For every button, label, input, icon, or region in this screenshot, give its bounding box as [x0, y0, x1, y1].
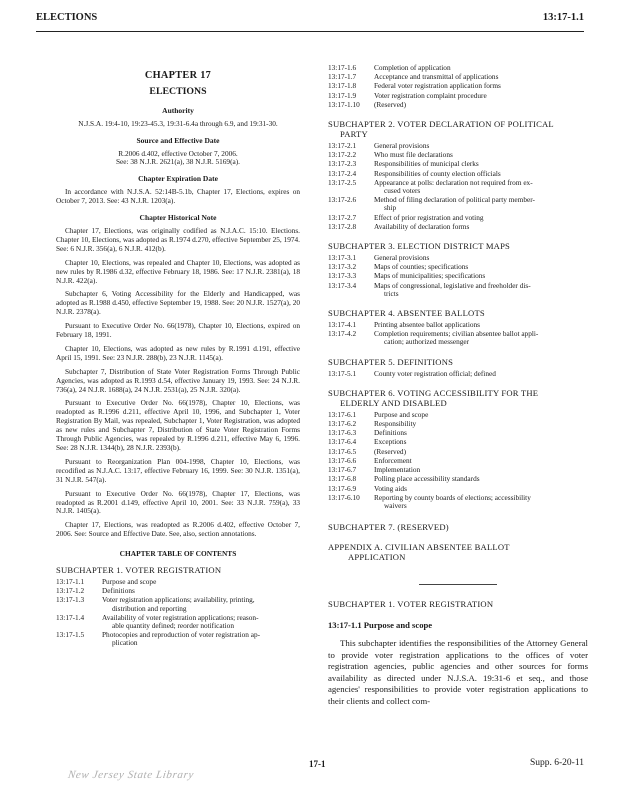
toc-subchapter-1-continued: [328, 64, 588, 110]
section-divider: [419, 584, 497, 585]
authority-text: N.J.S.A. 19:4-10, 19:23-45.3, 19:31-6.4a through 6.9, and 19:31-30.: [78, 118, 278, 128]
history-heading: Chapter Historical Note: [139, 213, 217, 223]
toc-entry[interactable]: 13:17-2.1 General provisions: [328, 141, 430, 151]
section-subchapter-heading: SUBCHAPTER 1. VOTER REGISTRATION: [328, 599, 494, 610]
section-heading: 13:17-1.1 Purpose and scope: [328, 620, 433, 631]
toc-subchapter-2: [328, 142, 588, 232]
toc-entry[interactable]: 13:17-2.8 Availability of declaration forms: [328, 221, 470, 231]
toc-entry[interactable]: 13:17-1.7 Acceptance and transmittal of applications: [328, 72, 499, 82]
expiration-heading: Chapter Expiration Date: [138, 174, 218, 184]
toc-entry[interactable]: 13:17-2.5 Appearance at polls: declaration not required from ex- cused voters: [328, 177, 533, 196]
chapter-title: ELECTIONS: [149, 85, 207, 97]
toc-subchapter-5: [328, 370, 588, 379]
header-rule: [36, 31, 584, 32]
toc-entry[interactable]: 13:17-2.7 Effect of prior registration and voting: [328, 212, 484, 222]
right-column: [328, 64, 588, 707]
history-paragraph: Subchapter 7, Distribution of State Voter Registration Forms Through Public Agencies, was adopted as R.1993 d.54, effective January 19, 1993. See: 24 N.J.R. 736(a), 24 N.J.R. 1688(a), 24 N.J.R. 2531(a), 25 N.J.R. 320(a).: [56, 366, 300, 394]
toc-entry[interactable]: 13:17-6.6 Enforcement: [328, 455, 412, 465]
subchapter-4-heading: SUBCHAPTER 4. ABSENTEE BALLOTS: [328, 308, 485, 319]
history-paragraph: Chapter 17, Elections, was originally codified as N.J.A.C. 15:10. Elections. Chapter 10, Elections, was adopted as R.1974 d.270, effective September 25, 1974. See: 6 N.J.R. 356(a), 6 N.J.R. 412(b).: [56, 225, 300, 253]
toc-entry[interactable]: 13:17-1.8 Federal voter registration application forms: [328, 81, 501, 91]
toc-entry[interactable]: 13:17-2.6 Method of filing declaration of political party member- ship: [328, 195, 535, 213]
subchapter-6-heading: SUBCHAPTER 6. VOTING ACCESSIBILITY FOR THE ELDERLY AND DISABLED: [328, 387, 539, 408]
toc-entry[interactable]: 13:17-5.1 County voter registration official; defined: [328, 368, 496, 378]
toc-entry[interactable]: 13:17-6.3 Definitions: [328, 428, 407, 438]
toc-subchapter-4: [328, 321, 588, 348]
history-paragraph: Pursuant to Reorganization Plan 004-1998, Chapter 10, Elections, was recodified as N.J.A.C. 13:17, effective February 16, 1999. See: 30 N.J.R. 1351(a), 31 N.J.R. 547(a).: [56, 456, 300, 484]
library-watermark: New Jersey State Library: [67, 769, 195, 781]
history-paragraph: Pursuant to Executive Order No. 66(1978), Chapter 10, Elections, expired on February 18, 1991.: [56, 321, 300, 340]
subchapter-1-heading: SUBCHAPTER 1. VOTER REGISTRATION: [56, 565, 222, 576]
toc-entry[interactable]: 13:17-6.4 Exceptions: [328, 437, 407, 447]
subchapter-7-heading: SUBCHAPTER 7. (RESERVED): [328, 522, 449, 533]
source-heading: Source and Effective Date: [136, 135, 220, 145]
toc-subchapter-6: [328, 411, 588, 511]
toc-entry[interactable]: 13:17-6.1 Purpose and scope: [328, 409, 429, 419]
toc-entry[interactable]: 13:17-6.5 (Reserved): [328, 446, 407, 456]
source-line-2: See: 38 N.J.R. 2621(a), 38 N.J.R. 5169(a).: [115, 157, 241, 167]
toc-heading: CHAPTER TABLE OF CONTENTS: [119, 549, 237, 559]
toc-entry[interactable]: 13:17-1.6 Completion of application: [328, 63, 451, 72]
history-paragraph: Pursuant to Executive Order No. 66(1978), Chapter 10, Elections, was readopted as R.1996 d.211, effective April 10, 1996, and Subchapter 1, Voter Registration By Mail, was repealed, Subchapter 1, Voter Registration, was adopted as new rules and Subchapter 7, Distribution of State Voter Registration Forms Through Public Agencies, was repealed by R.1996 d.211, effective May 6, 1996. See: 28 N.J.R. 1344(b), 28 N.J.R. 2393(b).: [56, 398, 300, 452]
history-paragraph: Pursuant to Executive Order No. 66(1978), Chapter 17, Elections, was readopted as R.2001 d.149, effective April 10, 2001. See: 33 N.J.R. 759(a), 33 N.J.R. 1405(a).: [56, 488, 300, 516]
header-section: 13:17-1.1: [542, 12, 584, 23]
toc-entry[interactable]: 13:17-3.2 Maps of counties; specifications: [328, 262, 469, 272]
toc-entry[interactable]: 13:17-2.2 Who must file declarations: [328, 150, 453, 160]
toc-entry[interactable]: 13:17-3.3 Maps of municipalities; specifications: [328, 271, 486, 281]
chapter-number: CHAPTER 17: [144, 70, 212, 81]
expiration-text: In accordance with N.J.S.A. 52:14B-5.1b, Chapter 17, Elections, expires on October 7, 2013. See: 43 N.J.R. 1203(a).: [56, 187, 300, 206]
history-paragraph: Subchapter 6, Voting Accessibility for the Elderly and Handicapped, was adopted as R.1988 d.450, effective September 19, 1988. See: 20 N.J.R. 1527(a), 20 N.J.R. 2378(a).: [56, 289, 300, 317]
toc-entry[interactable]: 13:17-6.10 Reporting by county boards of elections; accessibility waivers: [328, 492, 531, 510]
appendix-heading: APPENDIX A. CIVILIAN ABSENTEE BALLOT APPLICATION: [328, 542, 510, 563]
left-column: [56, 70, 300, 649]
toc-entry[interactable]: 13:17-2.3 Responsibilities of municipal clerks: [328, 159, 479, 169]
toc-entry[interactable]: 13:17-6.9 Voting aids: [328, 483, 407, 493]
toc-entry[interactable]: 13:17-3.1 General provisions: [328, 253, 430, 263]
subchapter-3-heading: SUBCHAPTER 3. ELECTION DISTRICT MAPS: [328, 241, 511, 252]
toc-entry[interactable]: 13:17-6.8 Polling place accessibility standards: [328, 474, 480, 484]
history-paragraph: Chapter 10, Elections, was adopted as new rules by R.1991 d.191, effective April 15, 1991. See: 23 N.J.R. 288(b), 23 N.J.R. 1145(a).: [56, 343, 300, 362]
supplement-date: Supp. 6-20-11: [529, 758, 584, 768]
subchapter-2-heading: SUBCHAPTER 2. VOTER DECLARATION OF POLITICAL PARTY: [328, 119, 554, 140]
toc-entry[interactable]: 13:17-3.4 Maps of congressional, legislative and freeholder dis- tricts: [328, 280, 531, 298]
toc-entry[interactable]: 13:17-1.2 Definitions: [56, 586, 135, 596]
toc-entry[interactable]: 13:17-4.1 Printing absentee ballot applications: [328, 320, 480, 330]
toc-entry[interactable]: 13:17-1.9 Voter registration complaint procedure: [328, 90, 487, 100]
section-body: This subchapter identifies the responsibilities of the Attorney General to provide voter registration applications to the offices of voter registration agencies, public agencies and other sources for forms availability as directed under N.J.S.A. 19:31-6 et seq., and those agencies' responsibilities to provide voter registration applications to their clients and collect com-: [328, 638, 588, 706]
toc-entry[interactable]: 13:17-1.10 (Reserved): [328, 99, 407, 109]
history-paragraph: Chapter 17, Elections, was readopted as R.2006 d.402, effective October 7, 2006. See: Source and Effective Date. See, also, section annotations.: [56, 520, 300, 539]
page-number: 17-1: [309, 759, 326, 769]
toc-entry[interactable]: 13:17-1.5 Photocopies and reproduction of voter registration ap- plication: [56, 630, 261, 648]
toc-entry[interactable]: 13:17-6.7 Implementation: [328, 465, 421, 475]
authority-heading: Authority: [162, 105, 194, 115]
toc-entry[interactable]: 13:17-1.4 Availability of voter registration applications; reason- able quantity defined; reorder notification: [56, 612, 259, 631]
source-line-1: R.2006 d.402, effective October 7, 2006.: [118, 148, 238, 158]
toc-entry[interactable]: 13:17-6.2 Responsibility: [328, 419, 417, 429]
toc-subchapter-3: [328, 254, 588, 299]
history-paragraph: Chapter 10, Elections, was repealed and Chapter 10, Elections, was adopted as new rules by R.1986 d.32, effective February 18, 1986. See: 17 N.J.R. 2381(a), 18 N.J.R. 422(a).: [56, 257, 300, 285]
header-title: ELECTIONS: [36, 12, 98, 23]
toc-entry[interactable]: 13:17-1.1 Purpose and scope: [56, 577, 157, 587]
running-header: [36, 12, 584, 28]
toc-entry[interactable]: 13:17-1.3 Voter registration applications; availability, printing, distribution and reporting: [56, 595, 255, 613]
toc-entry[interactable]: 13:17-2.4 Responsibilities of county election officials: [328, 168, 501, 178]
toc-subchapter-1: [56, 578, 300, 649]
toc-entry[interactable]: 13:17-4.2 Completion requirements; civilian absentee ballot appli- cation; authorized messenger: [328, 329, 539, 347]
subchapter-5-heading: SUBCHAPTER 5. DEFINITIONS: [328, 356, 454, 367]
